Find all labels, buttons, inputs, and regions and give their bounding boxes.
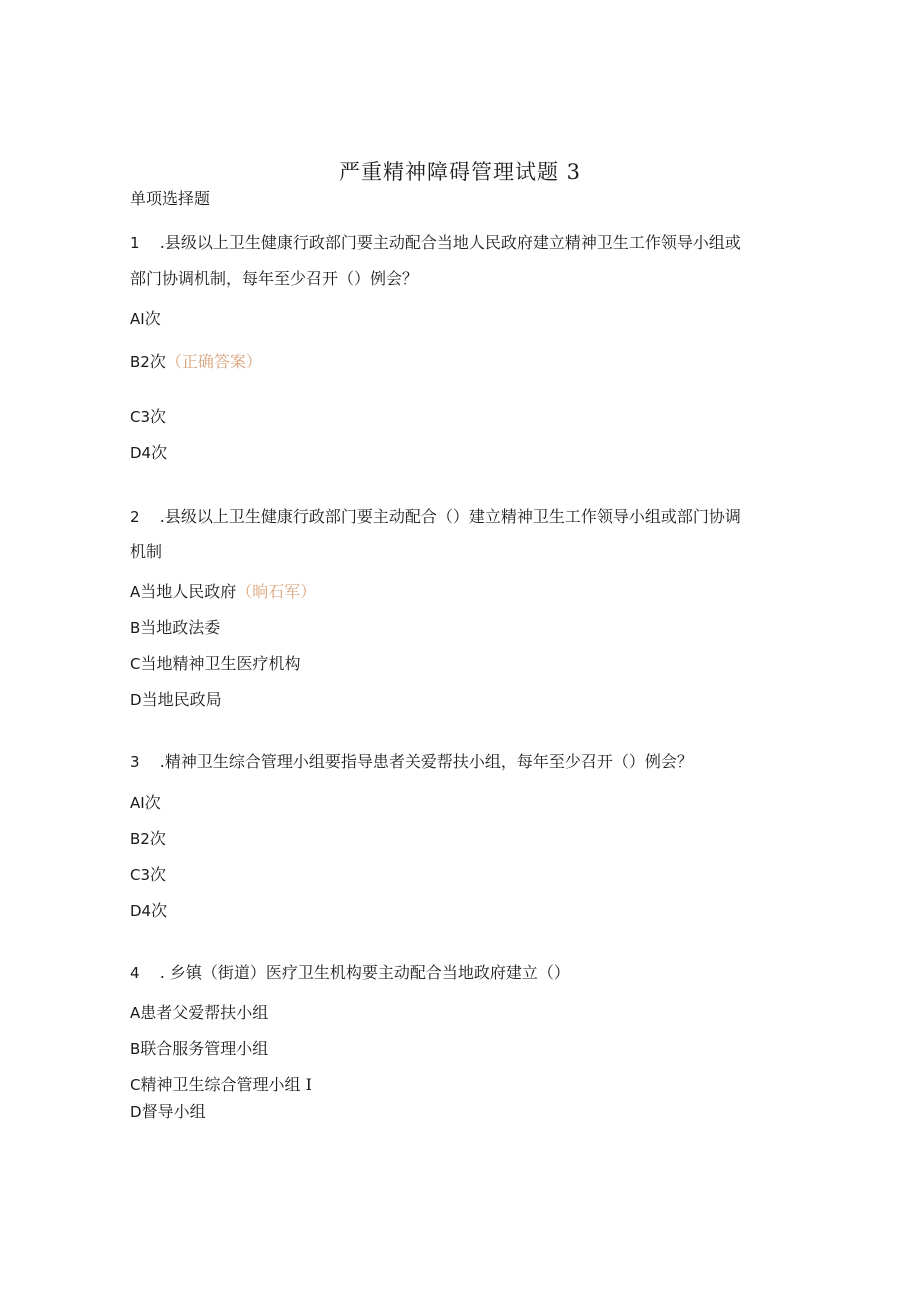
option-letter: D4 [130, 902, 152, 920]
question-text: .县级以上卫生健康行政部门要主动配合（）建立精神卫生工作领导小组或部门协调 [159, 507, 741, 526]
option-text: 次 [144, 793, 161, 812]
question-number: 4 [130, 964, 140, 982]
question-3 [130, 751, 693, 773]
option-text: 督导小组 [141, 1102, 206, 1121]
option-3b [130, 828, 166, 850]
option-text: 联合服务管理小组 [140, 1039, 269, 1058]
option-text: 精神卫生综合管理小组 I [140, 1075, 312, 1094]
option-text: 当地政法委 [140, 618, 221, 637]
question-2-continued: 机制 [130, 542, 163, 561]
option-2b [130, 617, 220, 639]
question-2 [130, 506, 741, 528]
option-1d [130, 442, 167, 464]
option-4d [130, 1101, 206, 1123]
option-4c [130, 1074, 312, 1096]
option-text: 次 [149, 829, 166, 848]
answer-note: （晌石军） [236, 582, 317, 601]
option-letter: D4 [130, 444, 152, 462]
option-letter: D [130, 691, 142, 709]
option-letter: B2 [130, 830, 150, 848]
option-text: 次 [144, 309, 161, 328]
option-letter: C3 [130, 408, 151, 426]
option-letter: AI [130, 794, 145, 812]
option-4b [130, 1038, 268, 1060]
question-number: 1 [130, 234, 140, 252]
option-text: 次 [151, 443, 168, 462]
option-letter: C [130, 655, 141, 673]
option-letter: AI [130, 310, 145, 328]
option-1c [130, 406, 166, 428]
option-letter: B [130, 619, 141, 637]
option-2c [130, 653, 301, 675]
option-letter: A [130, 1004, 141, 1022]
section-heading: 单项选择题 [130, 189, 211, 208]
option-1a [130, 308, 161, 330]
option-letter: C3 [130, 866, 151, 884]
question-number: 3 [130, 753, 140, 771]
option-letter: A [130, 583, 141, 601]
question-text: .精神卫生综合管理小组要指导患者关爱帮扶小组，每年至少召开（）例会？ [159, 752, 693, 771]
question-number: 2 [130, 508, 140, 526]
option-text: 次 [150, 865, 167, 884]
option-letter: B [130, 1040, 141, 1058]
option-text: 患者父爱帮扶小组 [140, 1003, 269, 1022]
option-4a [130, 1002, 268, 1024]
option-text: 当地精神卫生医疗机构 [140, 654, 301, 673]
option-letter: D [130, 1103, 142, 1121]
option-3c [130, 864, 166, 886]
option-1b [130, 351, 262, 373]
option-3d [130, 900, 167, 922]
option-letter: C [130, 1076, 141, 1094]
option-3a [130, 792, 161, 814]
question-4 [130, 962, 570, 984]
question-text: . 乡镇（街道）医疗卫生机构要主动配合当地政府建立（） [159, 963, 570, 982]
option-text: 次 [149, 352, 166, 371]
correct-answer-note: （正确答案） [165, 352, 262, 371]
option-text: 次 [150, 407, 167, 426]
page-title: 严重精神障碍管理试题 3 [338, 160, 582, 184]
option-2a [130, 581, 316, 603]
option-letter: B2 [130, 353, 150, 371]
question-1-continued: 部门协调机制，每年至少召开（）例会？ [130, 269, 419, 288]
question-text: .县级以上卫生健康行政部门要主动配合当地人民政府建立精神卫生工作领导小组或 [159, 233, 741, 252]
option-text: 次 [151, 901, 168, 920]
question-1 [130, 232, 741, 254]
option-text: 当地民政局 [141, 690, 222, 709]
option-text: 当地人民政府 [140, 582, 237, 601]
option-2d [130, 689, 222, 711]
